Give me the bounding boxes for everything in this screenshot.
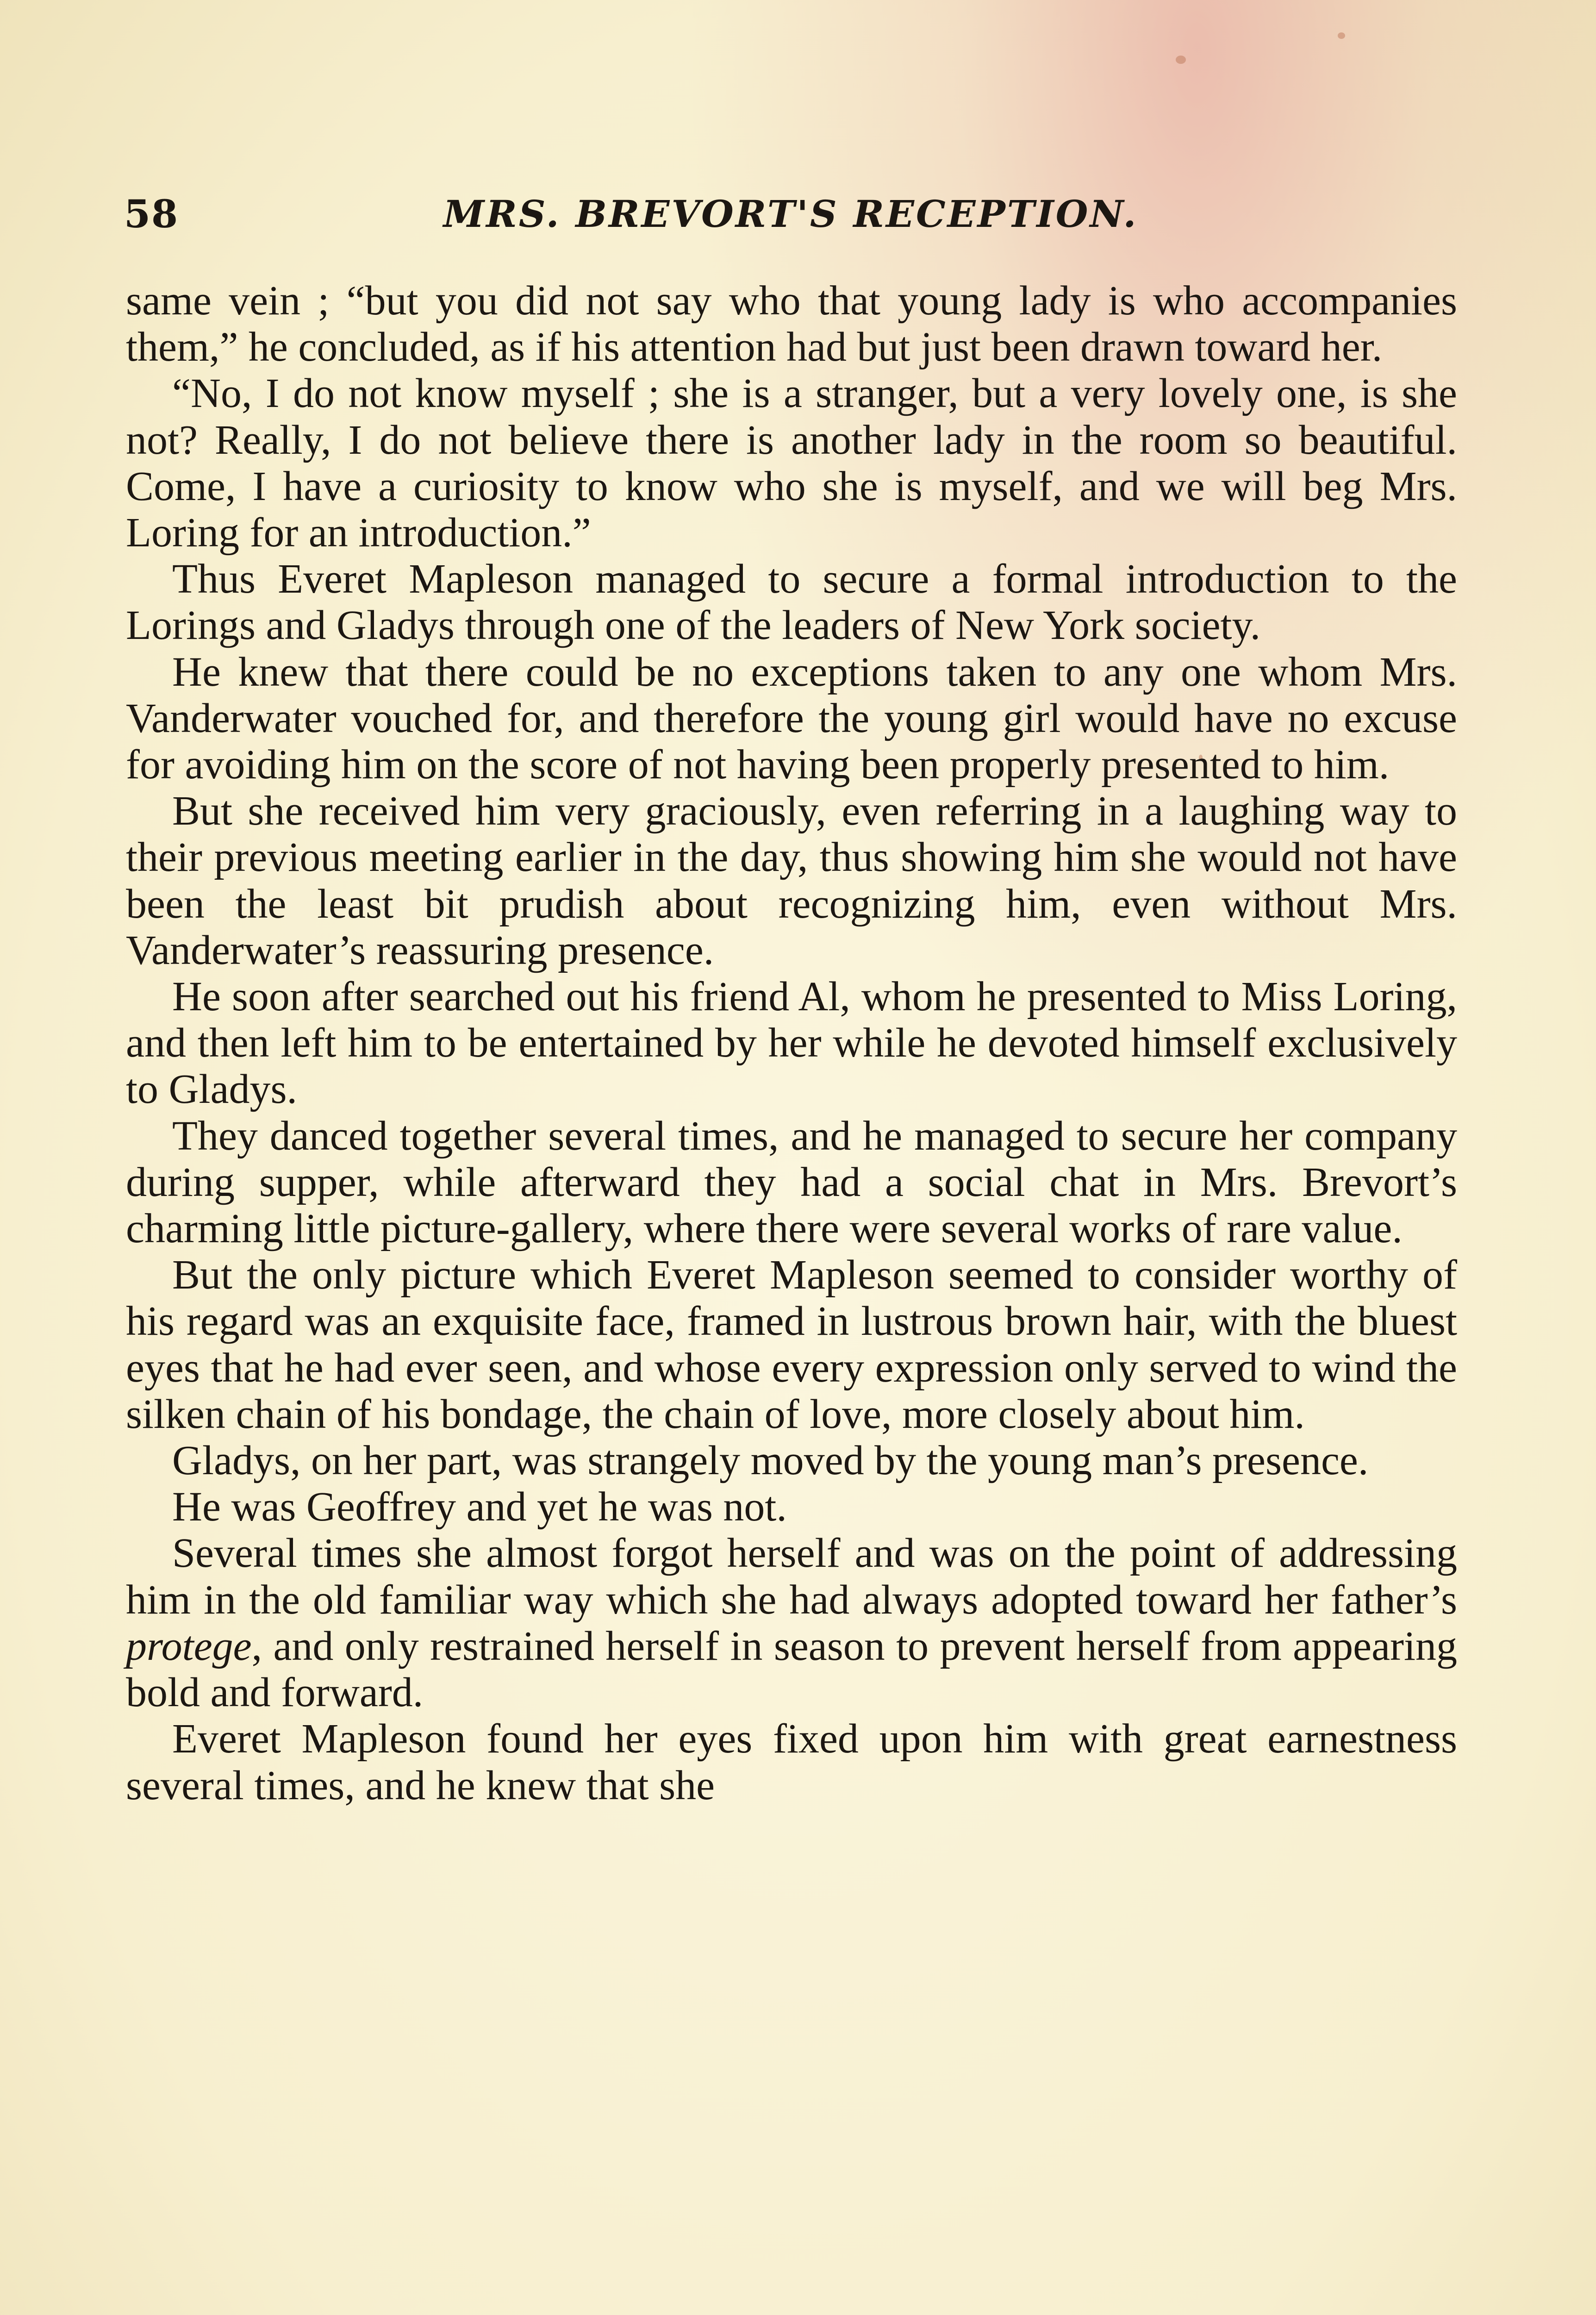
paragraph: “No, I do not know myself ; she is a stranger, but a very lovely one, is she not? Really, I do not believe there is another lady in the room so beautiful. Come, I have a curiosity to know who she is myself, and we will beg Mrs. Loring for an introduction.”	[126, 370, 1457, 556]
body-text	[126, 278, 1457, 1809]
paragraph: He soon after searched out his friend Al, whom he presented to Miss Loring, and then left him to be entertained by her while he devoted himself exclusively to Gladys.	[126, 974, 1457, 1113]
paper-stain	[1176, 56, 1186, 64]
page-header	[124, 188, 1457, 248]
running-head: MRS. BREVORT'S RECEPTION.	[443, 192, 1138, 236]
page-number: 58	[124, 192, 179, 237]
paragraph: But she received him very graciously, even referring in a laughing way to their previous meeting earlier in the day, thus showing him she would not have been the least bit prudish about recognizing him, even without Mrs. Vanderwater’s reassuring presence.	[126, 788, 1457, 973]
paragraph: He knew that there could be no exceptions taken to any one whom Mrs. Vanderwater vouched for, and therefore the young girl would have no excuse for avoiding him on the score of not having been properly presented to him.	[126, 649, 1457, 788]
paragraph: But the only picture which Everet Mapleson seemed to consider worthy of his regard was an exquisite face, framed in lustrous brown hair, with the bluest eyes that he had ever seen, and whose every expression only served to wind the silken chain of his bondage, the chain of love, more closely about him.	[126, 1252, 1457, 1437]
paragraph: Gladys, on her part, was strangely moved by the young man’s presence.	[172, 1438, 1369, 1484]
paragraph: He was Geoffrey and yet he was not.	[172, 1484, 787, 1530]
paragraph: Thus Everet Mapleson managed to secure a formal introduction to the Lorings and Gladys through one of the leaders of New York society.	[126, 556, 1457, 649]
paper-stain	[1338, 32, 1345, 39]
paragraph: Everet Mapleson found her eyes fixed upon him with great earnestness several times, and he knew that she	[126, 1716, 1457, 1808]
paragraph: same vein ; “but you did not say who that young lady is who accompanies them,” he concluded, as if his attention had but just been drawn toward her.	[126, 278, 1457, 370]
italic-word: protege	[126, 1623, 252, 1669]
paragraph: They danced together several times, and he managed to secure her company during supper, while afterward they had a social chat in Mrs. Brevort’s charming little picture-gallery, where there were several works of rare value.	[126, 1113, 1457, 1252]
paragraph-text: , and only restrained herself in season to prevent herself from appearing bold and forward.	[126, 1623, 1457, 1716]
paragraph-text: Several times she almost forgot herself and was on the point of addressing him in the old familiar way which she had always adopted toward her father’s	[126, 1530, 1457, 1623]
paragraph	[126, 1530, 1457, 1716]
